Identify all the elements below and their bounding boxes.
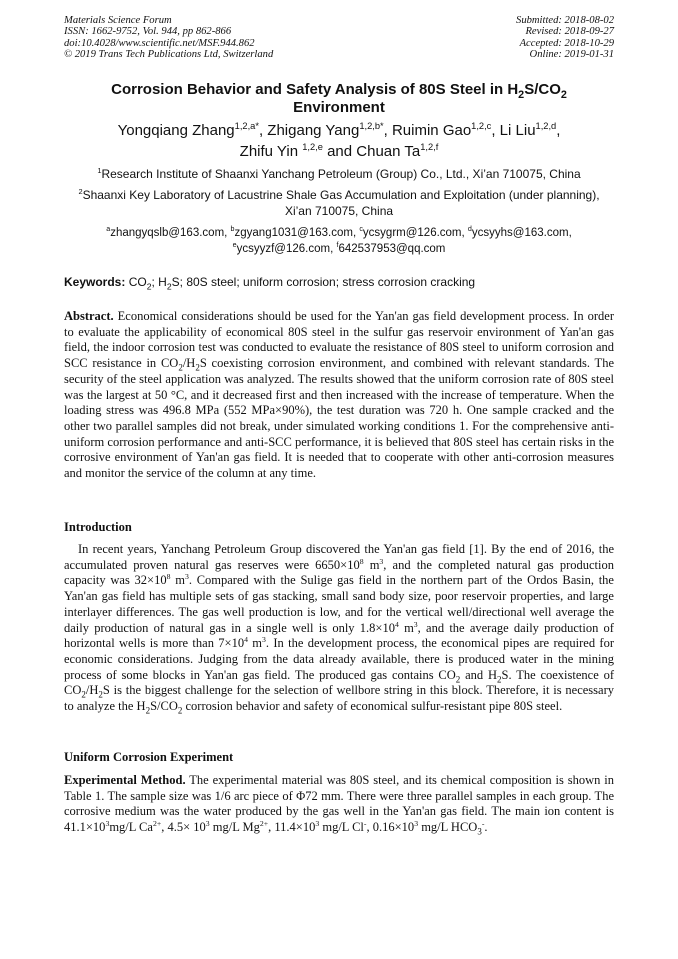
keywords-label: Keywords:: [64, 275, 126, 289]
abstract-label: Abstract.: [64, 309, 114, 323]
email-address: 642537953@qq.com: [338, 243, 446, 255]
dates-info: [516, 15, 614, 61]
uniform-corrosion-heading: Uniform Corrosion Experiment: [64, 750, 234, 764]
author-list: Yongqiang Zhang$^{1,2,a*}$, Zhigang Yang$^{1,2,b*}$, Ruimin Gao$^{1,2,c}$, Li Liu$^{1,2,d}$, Zhifu Yin $^{1,2,e}$ and Chuan Ta$^{1,2,f}$: [117, 121, 561, 160]
keywords: Keywords: $CO_2$; $H_2S$; 80S steel; uniform corrosion; stress corrosion cracking: [64, 275, 476, 292]
journal-name: Materials Science Forum: [64, 15, 172, 26]
author-emails: $^a$zhangyqslb@163.com, $^b$zgyang1031@163.com, $^c$ycsygrm@126.com, $^d$ycsyyhs@163.com, $^e$ycsyyzf@126.com, $^f$642537953@qq.com: [106, 225, 572, 255]
paper-title: Corrosion Behavior and Safety Analysis of 80S Steel in $H_2S/CO_2$ Environment: [111, 81, 567, 116]
introduction-heading: Introduction: [64, 520, 132, 534]
author-name: Zhifu Yin: [239, 142, 303, 160]
experimental-method-body: Experimental Method. The experimental material was 80S steel, and its chemical composition is shown in Table 1. The sample size was 1/6 arc piece of Φ72 mm. There were three parallel samples in each group. The corrosive medium was the water produced by the gas well in the Yan'an gas field. The main ion content is $41.1\times 10^3mg/L$ $Ca^{2+}$, $4.5\times 10^3$ mg/L $Mg^{2+}$, $11.4\times 10^3$ mg/L Cl-, $0.16\times 10^3$ mg/L $HCO_3^-$.: [64, 773, 614, 837]
abstract: Abstract. Economical considerations should be used for the Yan'an gas field development process. In order to evaluate the applicability of economical 80S steel in the sulfur gas reservoir environment of Yan'an gas field, the indoor corrosion test was conducted to evaluate the resistance of 80S steel to uniform corrosion and SCC resistance in $CO_2/H_2S$ coexisting corrosion environment, and combined with relevant standards. The security of the steel application was analyzed. The results showed that the uniform corrosion rate of 80S steel was the largest at 50 °C, and it decreased first and then increased with the increase of temperature. When the loading stress was 496.8 MPa (552 MPa×90%), the test duration was 720 h. One sample cracked and the other two parallel samples did not break, under simulated working conditions 1. For the comprehensive anti-uniform corrosion performance and anti-SCC performance, it is believed that 80S steel has certain risks in the corrosive environment of Yan'an gas field. It is needed that to cooperate with other anti-corrosion measures and monitor the service of the column at any time.: [64, 309, 614, 481]
journal-info: [64, 15, 273, 61]
issn-line: ISSN: 1662-9752, Vol. 944, pp 862-866: [64, 26, 232, 38]
introduction-body: In recent years, Yanchang Petroleum Group discovered the Yan'an gas field [1]. By the end of 2016, the accumulated proven natural gas reserves were $6650\times 10^8$ $m^3$, and the completed natural gas production capacity was $32\times 10^8$ $m^3$. Compared with the Sulige gas field in the northern part of the Ordos Basin, the Yan'an gas field has multiple sets of gas stacking, small sand body size, poor reservoir properties, and large interlayer differences. The gas well production is low, and for the vertical well/directional well average the daily production of natural gas in a single well is only $1.8\times 10^4$ $m^3$, and the average daily production of horizontal wells is more than $7\times 10^4$ $m^3$. In the development process, the economical pipes are required for economic considerations. Judging from the data already available, there is produced water in the mining process of some blocks in Yan'an gas field. The produced gas contains $CO_2$ and $H_2S$. The coexistence of $CO_2/H_2S$ is the biggest challenge for the selection of wellbore string in this block. Therefore, it is necessary to analyze the $H_2S/CO_2$ corrosion behavior and safety of economical sulfur-resistant pipe 80S steel.: [64, 542, 615, 716]
experimental-method-label: Experimental Method.: [64, 773, 186, 787]
email-address: ycsygrm@126.com: [362, 227, 462, 239]
online-date: Online: 2019-01-31: [529, 49, 614, 61]
affiliation-2: $^2$Shaanxi Key Laboratory of Lacustrine Shale Gas Accumulation and Exploitation (under planning), Xi’an 710075, China: [78, 187, 600, 218]
author-name: Zhigang Yang: [267, 122, 360, 139]
email-address: zhangyqslb@163.com: [110, 227, 225, 239]
affiliation-1: $^1$Research Institute of Shaanxi Yanchang Petroleum (Group) Co., Ltd., Xi’an 710075, China: [97, 166, 581, 181]
author-name: Chuan Ta: [356, 142, 421, 160]
author-name: Li Liu: [499, 122, 536, 139]
email-address: ycsyyzf@126.com: [236, 243, 331, 255]
copyright-line: © 2019 Trans Tech Publications Ltd, Switzerland: [64, 49, 274, 61]
email-address: ycsyyhs@163.com: [471, 227, 569, 239]
revised-date: Revised: 2018-09-27: [525, 26, 614, 38]
accepted-date: Accepted: 2018-10-29: [519, 37, 614, 49]
doi-line: doi:10.4028/www.scientific.net/MSF.944.862: [64, 37, 255, 49]
author-name: Yongqiang Zhang: [117, 122, 235, 139]
author-name: Ruimin Gao: [391, 122, 472, 139]
submitted-date: Submitted: 2018-08-02: [516, 15, 614, 26]
email-address: zgyang1031@163.com: [234, 227, 353, 239]
